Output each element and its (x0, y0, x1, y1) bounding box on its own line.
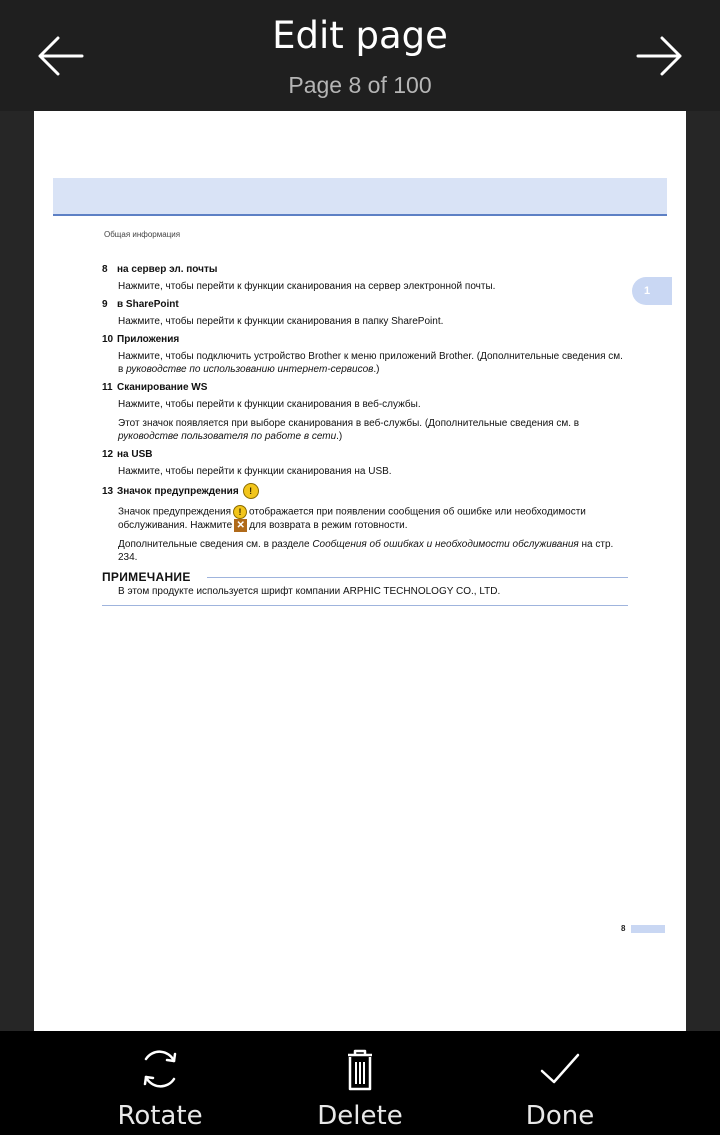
item-heading (102, 333, 628, 346)
delete-button[interactable] (280, 1045, 440, 1135)
text-run: Дополнительные сведения см. в разделе (118, 539, 313, 551)
item-title: на сервер эл. почты (117, 264, 218, 275)
page-preview-area[interactable] (0, 111, 720, 1031)
item-heading (102, 448, 628, 461)
italic-reference: руководстве по использованию интернет-сервисов (126, 364, 374, 375)
checkmark-icon (536, 1045, 584, 1093)
item-heading (102, 483, 628, 499)
item-number: 13 (102, 485, 114, 497)
text-run: для возврата в режим готовности. (249, 520, 408, 532)
item-description (102, 350, 628, 376)
section-caption: Общая информация (104, 230, 181, 239)
item-title: Сканирование WS (117, 382, 208, 393)
item-heading (102, 263, 628, 276)
document-page[interactable] (34, 111, 686, 1031)
italic-reference: Сообщения об ошибках и необходимости обслуживания (312, 539, 579, 551)
page-number: 8 (621, 924, 626, 933)
item-description (102, 538, 628, 564)
text-run: отображается при появлении сообщения об ошибке или необходимости обслуживания. Нажмите (118, 506, 586, 532)
text-run: Этот значок появляется при выборе сканирования в веб-службы. (Дополнительные сведения см. в (118, 418, 580, 429)
chapter-tab: 1 (632, 277, 672, 305)
item-title: Значок предупреждения (117, 485, 239, 497)
note-rule (207, 577, 628, 578)
trash-icon (336, 1045, 384, 1093)
text-run: Нажмите, чтобы подключить устройство Brother к меню приложений Brother. (Дополнительные сведения см. в (118, 351, 623, 375)
cancel-x-icon: ✕ (234, 519, 247, 532)
item-number: 10 (102, 334, 114, 345)
next-page-button[interactable] (630, 28, 690, 84)
text-run: .) (336, 431, 343, 442)
item-list (102, 263, 628, 606)
note-header (102, 571, 628, 584)
rotate-icon (136, 1045, 184, 1093)
warning-icon: ! (233, 505, 247, 519)
text-run: на стр. 234. (118, 539, 614, 564)
item-description: Нажмите, чтобы перейти к функции сканирования в папку SharePoint. (118, 316, 444, 327)
item-title: в SharePoint (117, 299, 179, 310)
italic-reference: руководстве пользователя по работе в сети (118, 431, 337, 442)
page-header-band (53, 178, 667, 214)
page-header-rule (53, 214, 667, 216)
item-description: Нажмите, чтобы перейти к функции сканирования на сервер электронной почты. (118, 281, 496, 292)
item-description (102, 417, 628, 443)
item-number: 8 (102, 264, 108, 275)
item-title: на USB (117, 449, 153, 460)
item-number: 12 (102, 449, 114, 460)
rotate-label: Rotate (117, 1101, 203, 1131)
item-description: Нажмите, чтобы перейти к функции сканирования в веб-службы. (118, 399, 421, 410)
note-bottom-rule (102, 605, 628, 606)
item-description (102, 505, 628, 532)
page-indicator: Page 8 of 100 (288, 72, 432, 98)
rotate-button[interactable] (80, 1045, 240, 1135)
warning-icon: ! (243, 483, 259, 499)
note-text: В этом продукте используется шрифт компании ARPHIC TECHNOLOGY CO., LTD. (118, 586, 501, 598)
note-title: ПРИМЕЧАНИЕ (102, 570, 191, 585)
done-label: Done (525, 1101, 595, 1131)
top-app-bar (0, 0, 720, 111)
text-run: .) (373, 364, 380, 375)
text-run: Значок предупреждения (118, 506, 232, 518)
delete-label: Delete (317, 1101, 403, 1131)
done-button[interactable] (480, 1045, 640, 1135)
arrow-right-icon (636, 36, 684, 76)
item-heading (102, 298, 628, 311)
item-heading (102, 381, 628, 394)
screen-title: Edit page (272, 14, 448, 57)
bottom-action-bar (0, 1031, 720, 1135)
item-description: Нажмите, чтобы перейти к функции сканирования на USB. (118, 466, 392, 477)
item-number: 9 (102, 299, 108, 310)
item-number: 11 (102, 382, 113, 393)
page-number-bar (631, 925, 665, 933)
item-title: Приложения (117, 334, 180, 345)
